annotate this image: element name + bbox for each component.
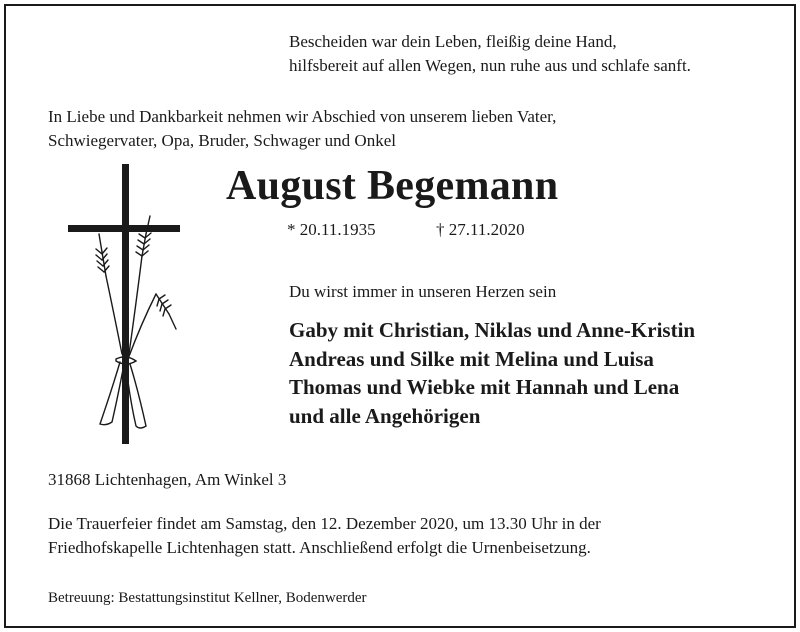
mourners-list — [289, 316, 695, 430]
cross-with-wheat-icon — [66, 164, 182, 446]
service-line: Die Trauerfeier findet am Samstag, den 12. Dezember 2020, um 13.30 Uhr in der — [48, 514, 601, 533]
service-line: Friedhofskapelle Lichtenhagen statt. Anschließend erfolgt die Urnenbeisetzung. — [48, 538, 591, 557]
intro-line: In Liebe und Dankbarkeit nehmen wir Abschied von unserem lieben Vater, — [48, 107, 557, 126]
undertaker-credit: Betreuung: Bestattungsinstitut Kellner, Bodenwerder — [48, 590, 367, 606]
address: 31868 Lichtenhagen, Am Winkel 3 — [48, 470, 287, 489]
mourner-entry: und alle Angehörigen — [289, 403, 481, 428]
memory-line: Du wirst immer in unseren Herzen sein — [289, 282, 557, 301]
death-date: † 27.11.2020 — [436, 220, 525, 239]
motto-line: Bescheiden war dein Leben, fleißig deine Hand, — [289, 32, 617, 51]
motto-verse — [289, 30, 691, 78]
intro-text — [48, 105, 556, 153]
mourner-entry: Thomas und Wiebke mit Hannah und Lena — [289, 375, 680, 399]
mourner-entry: Gaby mit Christian, Niklas und Anne-Kristin — [289, 318, 696, 342]
deceased-name: August Begemann — [226, 163, 559, 209]
intro-line: Schwiegervater, Opa, Bruder, Schwager und Onkel — [48, 131, 396, 150]
motto-line: hilfsbereit auf allen Wegen, nun ruhe aus und schlafe sanft. — [289, 56, 691, 75]
birth-date: * 20.11.1935 — [287, 220, 376, 239]
service-info — [48, 512, 601, 560]
mourner-entry: Andreas und Silke mit Melina und Luisa — [289, 346, 654, 371]
